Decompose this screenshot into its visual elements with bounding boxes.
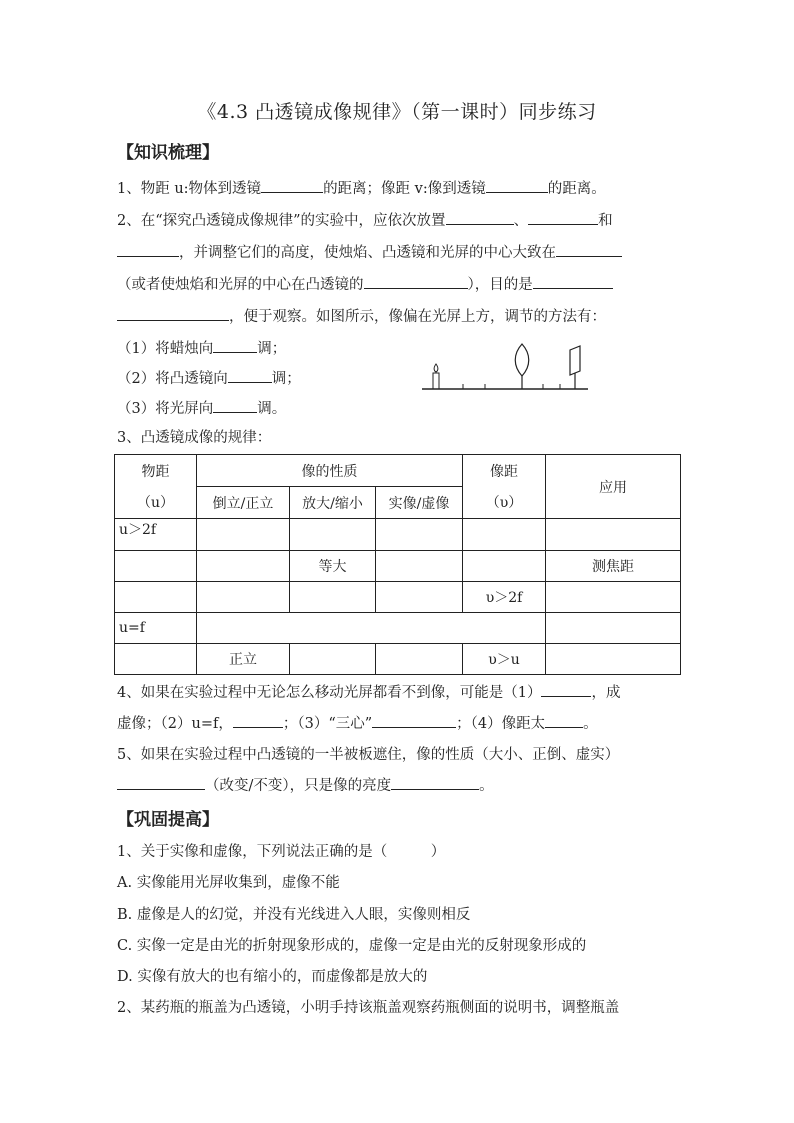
q5-text: （改变/不变），只是像的亮度: [205, 778, 392, 794]
question-2-step-2: [117, 367, 301, 388]
cell: [290, 644, 376, 675]
q2-step-text: 调。: [257, 401, 287, 417]
question-2-line-2: [117, 241, 622, 262]
q2-blank-6: [533, 274, 613, 289]
header-real-virtual: 实像/虚像: [376, 487, 463, 519]
q4-blank-3: [372, 713, 456, 728]
question-2-step-3: [117, 397, 286, 418]
q4-text: ；（4）像距太: [456, 716, 546, 732]
q2-text: （或者使烛焰和光屏的中心在凸透镜的: [117, 277, 364, 293]
q2-text: ，便于观察。如图所示，像偏在光屏上方，调节的方法有：: [229, 309, 606, 325]
q4-text: 4、如果在实验过程中无论怎么移动光屏都看不到像，可能是（1）: [117, 685, 542, 701]
imaging-rules-table: [114, 454, 681, 675]
q2-blank-1: [446, 210, 514, 225]
q2-blank-5: [364, 274, 468, 289]
question-4-line-1: [117, 681, 620, 702]
table-row: [115, 519, 681, 551]
header-orientation: 倒立/正立: [197, 487, 290, 519]
page-title: 《4.3 凸透镜成像规律》（第一课时）同步练习: [197, 101, 597, 123]
section-knowledge: 【知识梳理】: [117, 143, 219, 163]
option-b: B. 虚像是人的幻觉，并没有光线进入人眼，实像则相反: [117, 907, 471, 923]
q1-text-c: 的距离。: [547, 181, 606, 197]
header-application: 应用: [546, 455, 681, 519]
q1-text-a: 1、物距 u:物体到透镜: [117, 181, 262, 197]
cell: [115, 644, 197, 675]
question-1: [117, 177, 606, 198]
q2-blank-4: [556, 242, 622, 257]
header-u-1: 物距: [115, 455, 197, 487]
question-2-line-4: [117, 305, 606, 326]
cell: [197, 551, 290, 582]
question-2-line-1: [117, 209, 613, 230]
cell: [546, 644, 681, 675]
section-consolidate: 【巩固提高】: [117, 810, 219, 830]
header-size: 放大/缩小: [290, 487, 376, 519]
q2-text: 2、在“探究凸透镜成像规律”的实验中，应依次放置: [117, 213, 446, 229]
cell-orientation: 正立: [197, 644, 290, 675]
cell: [463, 551, 546, 582]
question-4-line-2: [117, 712, 598, 733]
q2-text: ），目的是: [467, 277, 533, 293]
q1-blank-2: [486, 178, 548, 193]
cell: [376, 582, 463, 613]
practice-question-1: 1、关于实像和虚像，下列说法正确的是（ ）: [117, 844, 446, 860]
option-c: C. 实像一定是由光的折射现象形成的，虚像一定是由光的反射现象形成的: [117, 938, 587, 954]
q5-blank-1: [117, 775, 205, 790]
cell-merged: [197, 613, 546, 644]
cell: [197, 519, 290, 551]
cell: [546, 613, 681, 644]
q2-step-blank-2: [228, 368, 272, 383]
q2-blank-3: [117, 242, 179, 257]
candle-icon: [433, 364, 439, 389]
q4-blank-4: [545, 713, 583, 728]
q1-text-b: 的距离；像距 v:像到透镜: [323, 181, 486, 197]
header-v-1: 像距: [463, 455, 546, 487]
practice-question-2: 2、某药瓶的瓶盖为凸透镜，小明手持该瓶盖观察药瓶侧面的说明书，调整瓶盖: [117, 1000, 620, 1016]
q5-text: 。: [479, 778, 494, 794]
q2-blank-7: [117, 306, 229, 321]
q2-text: 和: [598, 213, 613, 229]
cell: [115, 551, 197, 582]
cell: [463, 519, 546, 551]
q2-blank-2: [528, 210, 598, 225]
cell: [115, 582, 197, 613]
q4-blank-1: [541, 682, 591, 697]
cell: [546, 582, 681, 613]
q2-step-blank-3: [213, 398, 257, 413]
q4-text: 。: [583, 716, 598, 732]
cell-size: 等大: [290, 551, 376, 582]
table-row: [115, 582, 681, 613]
header-image-nature: 像的性质: [197, 455, 463, 487]
question-2-step-1: [117, 337, 286, 358]
cell-application: 测焦距: [546, 551, 681, 582]
cell: [546, 519, 681, 551]
cell-v: υ＞2f: [463, 582, 546, 613]
optical-bench-diagram: [420, 340, 590, 395]
q4-text: ，成: [591, 685, 621, 701]
q1-blank-1: [261, 178, 323, 193]
cell: [376, 551, 463, 582]
q2-step-text: 调；: [271, 371, 301, 387]
cell-u: u＞2f: [115, 519, 197, 551]
light-screen-icon: [570, 346, 580, 389]
table-row: [115, 551, 681, 582]
q2-step-text: （3）将光屏向: [117, 401, 214, 417]
q4-text: 虚像；（2）u=f，: [117, 716, 233, 732]
question-2-line-3: [117, 273, 613, 294]
cell: [290, 582, 376, 613]
question-5-line-1: 5、如果在实验过程中凸透镜的一半被板遮住，像的性质（大小、正倒、虚实）: [117, 747, 620, 763]
table-row: [115, 613, 681, 644]
option-d: D. 实像有放大的也有缩小的，而虚像都是放大的: [117, 969, 428, 985]
cell: [376, 644, 463, 675]
convex-lens-icon: [515, 344, 529, 389]
header-v-2: （υ）: [463, 487, 546, 519]
q2-step-text: 调；: [257, 341, 287, 357]
table-row: [115, 644, 681, 675]
question-3: 3、凸透镜成像的规律：: [117, 430, 272, 446]
cell: [290, 519, 376, 551]
q2-text: 、: [513, 213, 529, 229]
q4-blank-2: [233, 713, 283, 728]
header-u-2: （u）: [115, 487, 197, 519]
q4-text: ；（3）“三心”: [282, 716, 373, 732]
question-5-line-2: [117, 774, 494, 795]
option-a: A. 实像能用光屏收集到，虚像不能: [117, 875, 340, 891]
cell: [197, 582, 290, 613]
q5-blank-2: [391, 775, 479, 790]
q2-step-blank-1: [213, 338, 257, 353]
q2-step-text: （2）将凸透镜向: [117, 371, 228, 387]
cell: [376, 519, 463, 551]
q2-text: ，并调整它们的高度，使烛焰、凸透镜和光屏的中心大致在: [179, 245, 556, 261]
cell-v: υ＞u: [463, 644, 546, 675]
q2-step-text: （1）将蜡烛向: [117, 341, 214, 357]
cell-u: u=f: [115, 613, 197, 644]
